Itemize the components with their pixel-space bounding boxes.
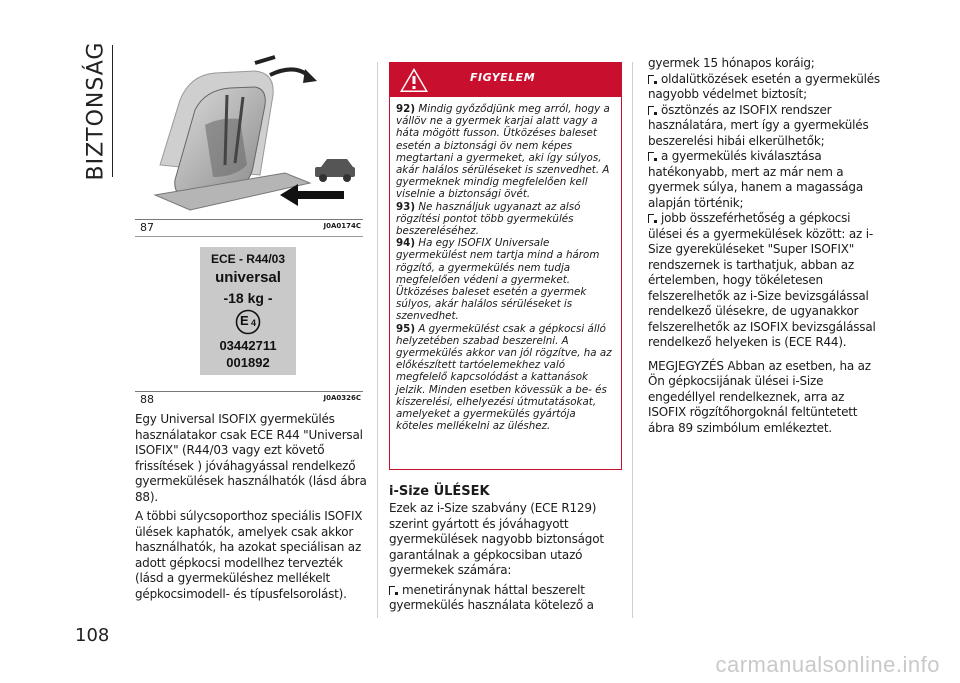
e-mark-icon: [200, 309, 296, 333]
bullet-item: [648, 72, 880, 103]
figure-87: [135, 55, 363, 234]
warning-item-text: Ne használjuk ugyanazt az alsó rögzítési pontot több gyermekülés beszereléséhez.: [396, 200, 581, 238]
child-seat-isofix-icon: [135, 55, 363, 215]
warning-item-text: A gyermekülést csak a gépkocsi álló helyzetében szabad beszerelni. A gyermekülés akkor van jól rögzítve, ha az előkészített tartóelemekhez való megfelelő kapcsolódást a kattanások jelzik. Minden esetben kövessük a be- és kiszerelési, elhelyezési útmutatásokat, amelyeket a gyermekülés gyártója köteles mellékelni az üléshez.: [396, 322, 612, 433]
e-mark-letter: E: [240, 313, 249, 328]
warning-item: [396, 237, 615, 322]
warning-body: [390, 97, 621, 432]
bullet-text: menetiránynak háttal beszerelt gyermekülés használata kötelező a: [389, 582, 594, 612]
warning-item-number: 92): [396, 103, 416, 115]
watermark: carmanualsonline.info: [715, 652, 940, 677]
warning-item-text: Ha egy ISOFIX Universale gyermekülést nem tartja mind a három rögzítő, a gyermekülés nem tudja megfelelően védeni a gyermeket. Ütközéses baleset esetén a gyermek súlyos, akár halálos sérüléseket is szenvedhet.: [396, 237, 600, 323]
warning-item: [396, 103, 615, 201]
paragraph: gyermek 15 hónapos koráig;: [648, 56, 815, 70]
note-paragraph: MEGJEGYZÉS Abban az esetben, ha az Ön gépkocsijának ülései i-Size engedéllyel rendelkeznek, arra az ISOFIX rögzítőhorgoknál feltüntetett ábra 89 szimbólum emlékeztet.: [648, 358, 871, 435]
figure-code: J0A0174C: [323, 222, 361, 230]
warning-header: [390, 63, 621, 97]
bullet-icon: [648, 152, 657, 161]
figure-caption: [135, 219, 363, 234]
warning-triangle-icon: [399, 66, 429, 94]
paragraph: Egy Universal ISOFIX gyermekülés használatakor csak ECE R44 "Universal ISOFIX" (R44/03 vagy ezt követő frissítések ) jóváhagyással rendelkező gyermekülések használhatók (lásd ábra 88).: [135, 412, 367, 504]
section-title: i-Size ÜLÉSEK: [389, 484, 490, 499]
bullet-icon: [648, 106, 657, 115]
chapter-rule: [112, 45, 113, 177]
warning-item-number: 94): [396, 237, 416, 250]
left-column-text: [135, 412, 367, 606]
ece-category: universal: [215, 269, 281, 286]
ece-approval-label-icon: [200, 247, 296, 375]
paragraph: Ezek az i-Size szabvány (ECE R129) szerint gyártott és jóváhagyott gyermekülések nagyobb biztonságot garantálnak a gépkocsiban utazó gyermekek számára:: [389, 501, 604, 577]
chapter-title: [78, 41, 114, 181]
bullet-text: a gyermekülés kiválasztása hatékonyabb, mert az már nem a gyermek súlya, hanem a magassága alapján történik;: [648, 149, 863, 210]
section-text: [389, 501, 625, 618]
warning-item: [396, 323, 615, 433]
figure-caption: [135, 391, 363, 406]
warning-item: [396, 201, 615, 238]
bullet-icon: [389, 586, 398, 595]
warning-item-number: 93): [396, 200, 416, 213]
column-divider: [632, 62, 633, 618]
paragraph: A többi súlycsoporthoz speciális ISOFIX ülések kaphatók, amelyek csak akkor használhatók, ha azokat speciálisan az adott gépkocsi modellhez tervezték (lásd a gyermeküléshez mellékelt gépkocsimodell- és típusfelsorolást).: [135, 509, 363, 601]
ece-approval-number: 03442711: [219, 338, 277, 353]
warning-title: FIGYELEM: [470, 71, 536, 84]
bullet-text: jobb összeférhetőség a gépkocsi ülései és a gyermekülések között: az i-Size gyereküléseket "Super ISOFIX" rendszernek is tarthatjuk, abban az értelemben, hogy tökéletesen felszerelhetők az i-Size bevizsgálással rendelkező ülésekre, de ugyanakkor felszerelhetők az ISOFIX bevizsgálással rendelkező helyeken is (ECE R44).: [648, 211, 876, 349]
child-seat-illustration: [135, 55, 363, 215]
figure-number: 87: [140, 221, 154, 234]
right-column-text: [648, 56, 880, 440]
figure-number: 88: [140, 393, 154, 406]
warning-box: [389, 62, 622, 470]
bullet-item: [389, 583, 625, 614]
bullet-item: [648, 149, 880, 211]
bullet-text: ösztönzés az ISOFIX rendszer használatára, mert így a gyermekülés beszerelési hibái elkerülhetők;: [648, 102, 869, 148]
figure-88: [135, 236, 363, 406]
column-divider: [377, 62, 378, 618]
ece-label-image: [135, 236, 363, 387]
ece-regulation: ECE - R44/03: [210, 252, 286, 266]
bullet-item: [648, 103, 880, 150]
bullet-text: oldalütközések esetén a gyermekülés nagyobb védelmet biztosít;: [648, 71, 880, 101]
figure-code: J0A0326C: [323, 394, 361, 402]
bullet-icon: [648, 75, 657, 84]
chapter-title-text: BIZTONSÁG: [83, 41, 109, 181]
ece-weight: -18 kg -: [223, 290, 273, 306]
bullet-item: [648, 211, 880, 351]
page-number: 108: [75, 625, 110, 646]
ece-serial-number: 001892: [226, 355, 270, 370]
e-mark-number: 4: [251, 318, 257, 328]
warning-item-text: Mindig győződjünk meg arról, hogy a vállöv ne a gyermek karjai alatt vagy a háta mögött fusson. Ütközéses baleset esetén a biztonsági öv nem képes megtartani a gyermeket, aki így súlyos, akár halálos sérüléseket is szenvedhet. A gyermeknek mindig megfelelően kell viselnie a biztonsági övét.: [396, 103, 610, 201]
warning-item-number: 95): [396, 322, 416, 335]
bullet-icon: [648, 214, 657, 223]
